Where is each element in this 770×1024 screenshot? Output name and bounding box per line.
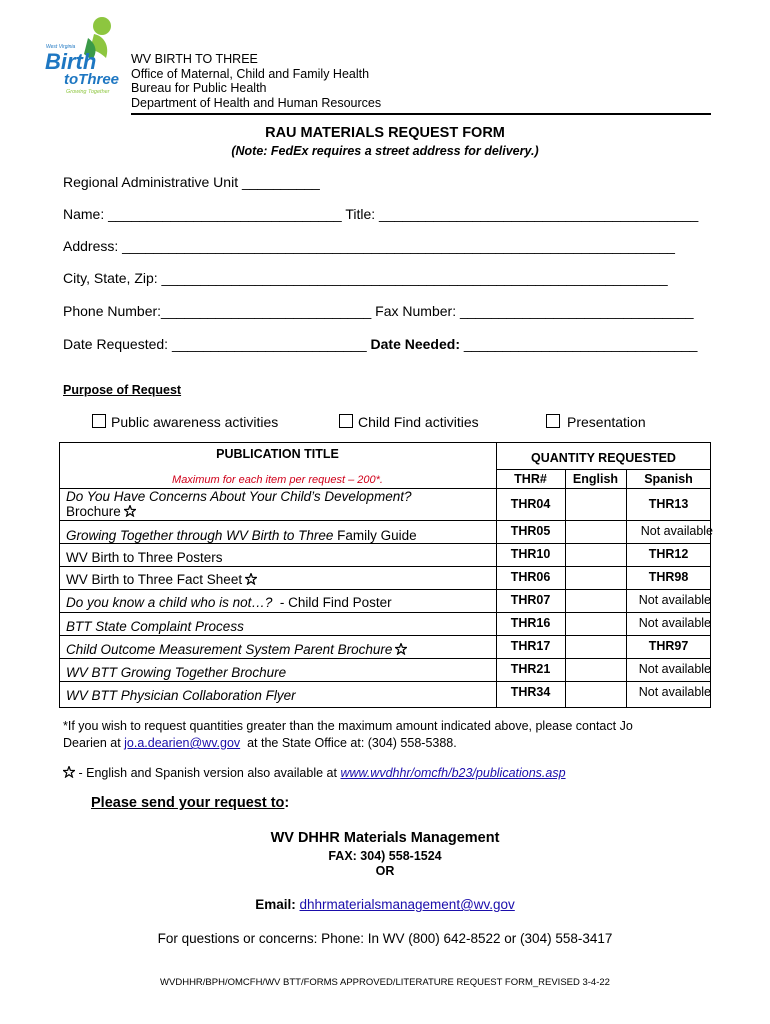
logo-state: West Virginia [46, 44, 76, 50]
publications-table [59, 442, 711, 708]
org-line: WV BIRTH TO THREE [131, 52, 258, 66]
row-title-line: Do You Have Concerns About Your Child’s Development? [66, 489, 412, 504]
logo-line2: toThree [64, 71, 120, 88]
footnote-line: *If you wish to request quantities greater than the maximum amount indicated above, please contact Jo [63, 719, 633, 733]
thr-header: THR# [514, 472, 547, 486]
row-title-rest: - Child Find Poster [272, 595, 392, 610]
star-icon [63, 766, 75, 778]
form-title: RAU MATERIALS REQUEST FORM [265, 125, 505, 141]
email-line [0, 897, 770, 912]
row-spanish-code [626, 524, 711, 538]
child-find-label: Child Find activities [358, 414, 479, 430]
form-identifier: WVDHHR/BPH/OMCFH/WV BTT/FORMS APPROVED/LITERATURE REQUEST FORM_REVISED 3-4-22 [160, 977, 610, 988]
presentation-checkbox[interactable] [546, 414, 560, 428]
organization-block [131, 52, 381, 110]
row-thr-code: THR07 [510, 593, 551, 607]
row-spanish-code: THR13 [648, 497, 689, 511]
table-divider [59, 635, 711, 636]
row-spanish-code: THR98 [648, 570, 689, 584]
table-divider [59, 520, 711, 521]
city-state-zip-field[interactable]: City, State, Zip: _________________________________________________________________ [63, 270, 668, 286]
star-icon [245, 573, 257, 585]
date-needed-field[interactable]: ______________________________ [463, 336, 698, 352]
send-heading-colon: : [284, 795, 290, 811]
max-quantity-note: Maximum for each item per request – 200*. [172, 474, 383, 486]
row-thr-code: THR04 [510, 497, 551, 511]
row-title-italic: BTT State Complaint Process [66, 619, 244, 634]
star-footnote [63, 765, 566, 782]
footnote-line [63, 735, 633, 752]
fax-number: FAX: 304) 558-1524 [328, 849, 442, 863]
row-title-italic: WV BTT Growing Together Brochure [66, 665, 287, 680]
table-row-title [66, 665, 286, 680]
row-title-italic: Growing Together through WV Birth to Three [66, 528, 334, 543]
row-title-italic: Do you know a child who is not…? [66, 595, 273, 610]
row-thr-code: THR21 [510, 662, 551, 676]
row-spanish-code: THR12 [648, 547, 689, 561]
row-spanish-code: THR97 [648, 639, 689, 653]
dates-field[interactable] [63, 336, 697, 352]
row-spanish-code: Not available [638, 616, 711, 630]
materials-email-link[interactable]: dhhrmaterialsmanagement@wv.gov [299, 897, 515, 912]
table-divider [59, 589, 711, 590]
english-header: English [572, 472, 619, 486]
org-line: Department of Health and Human Resources [131, 95, 382, 110]
star-footnote-text: - English and Spanish version also available at [75, 766, 341, 780]
table-row-title [66, 572, 257, 587]
asterisk-footnote [63, 718, 633, 752]
row-title-text: WV Birth to Three Fact Sheet [66, 572, 243, 587]
row-title-italic: WV BTT Physician Collaboration Flyer [66, 688, 296, 703]
public-awareness-label: Public awareness activities [111, 414, 279, 430]
table-border [59, 442, 711, 443]
row-spanish-code: Not available [638, 662, 711, 676]
regional-unit-field[interactable]: Regional Administrative Unit __________ [63, 174, 320, 190]
table-row-title [66, 619, 244, 634]
star-icon [395, 643, 407, 655]
table-divider [59, 543, 711, 544]
date-needed-label: Date Needed: [370, 336, 460, 352]
table-row-title [66, 595, 392, 610]
table-row-title [66, 528, 417, 543]
row-spanish-value: Not available [640, 524, 713, 538]
table-divider [59, 658, 711, 659]
quantity-requested-header: QUANTITY REQUESTED [531, 451, 676, 465]
name-title-field[interactable]: Name: ______________________________ Title: _________________________________________ [63, 206, 699, 222]
birth-to-three-logo [44, 14, 120, 100]
star-icon [124, 505, 136, 517]
row-thr-code: THR16 [510, 616, 551, 630]
row-thr-code: THR34 [510, 685, 551, 699]
logo-line1: Birth [45, 49, 97, 74]
row-spanish-code: Not available [638, 593, 711, 607]
table-row-title [66, 642, 407, 657]
phone-fax-field[interactable]: Phone Number:___________________________ Fax Number: ______________________________ [63, 303, 694, 319]
row-title-italic: Child Outcome Measurement System Parent Brochure [66, 642, 393, 657]
address-field[interactable]: Address: _______________________________________________________________________ [63, 238, 675, 254]
date-requested-field[interactable]: Date Requested: _________________________ [63, 336, 367, 352]
table-row-title: WV Birth to Three Posters [66, 550, 223, 565]
public-awareness-checkbox[interactable] [92, 414, 106, 428]
org-line: Bureau for Public Health [131, 81, 267, 96]
table-divider [59, 681, 711, 682]
or-separator: OR [375, 864, 395, 878]
form-note: (Note: FedEx requires a street address for delivery.) [231, 144, 539, 158]
row-thr-code: THR05 [510, 524, 551, 538]
row-spanish-code: Not available [638, 685, 711, 699]
table-divider [59, 566, 711, 567]
org-line: Office of Maternal, Child and Family Health [131, 66, 370, 81]
child-find-checkbox[interactable] [339, 414, 353, 428]
publications-url-link[interactable]: www.wvdhhr/omcfh/b23/publications.asp [340, 766, 566, 780]
footnote-pre: Dearien at [63, 736, 125, 750]
logo-tagline: Growing Together [66, 89, 110, 95]
table-row-title [66, 489, 411, 519]
table-border [59, 707, 711, 708]
row-thr-code: THR17 [510, 639, 551, 653]
row-thr-code: THR06 [510, 570, 551, 584]
email-label: Email: [255, 897, 296, 912]
row-title-line: Brochure [66, 504, 121, 519]
presentation-label: Presentation [567, 414, 646, 430]
contact-email-link[interactable]: jo.a.dearien@wv.gov [124, 736, 241, 750]
materials-management-title: WV DHHR Materials Management [270, 830, 500, 846]
row-title-rest: Family Guide [333, 528, 417, 543]
footnote-post: at the State Office at: (304) 558-5388. [240, 736, 457, 750]
spanish-header: Spanish [644, 472, 693, 486]
table-divider [59, 612, 711, 613]
row-thr-code: THR10 [510, 547, 551, 561]
publication-title-header: PUBLICATION TITLE [216, 447, 339, 461]
send-heading-text: Please send your request to [91, 795, 285, 811]
table-divider [496, 469, 711, 470]
table-row-title [66, 688, 296, 703]
questions-phone: For questions or concerns: Phone: In WV (800) 642-8522 or (304) 558-3417 [157, 931, 613, 946]
purpose-heading: Purpose of Request [63, 383, 182, 397]
header-divider [131, 113, 711, 115]
send-request-heading [91, 795, 289, 811]
